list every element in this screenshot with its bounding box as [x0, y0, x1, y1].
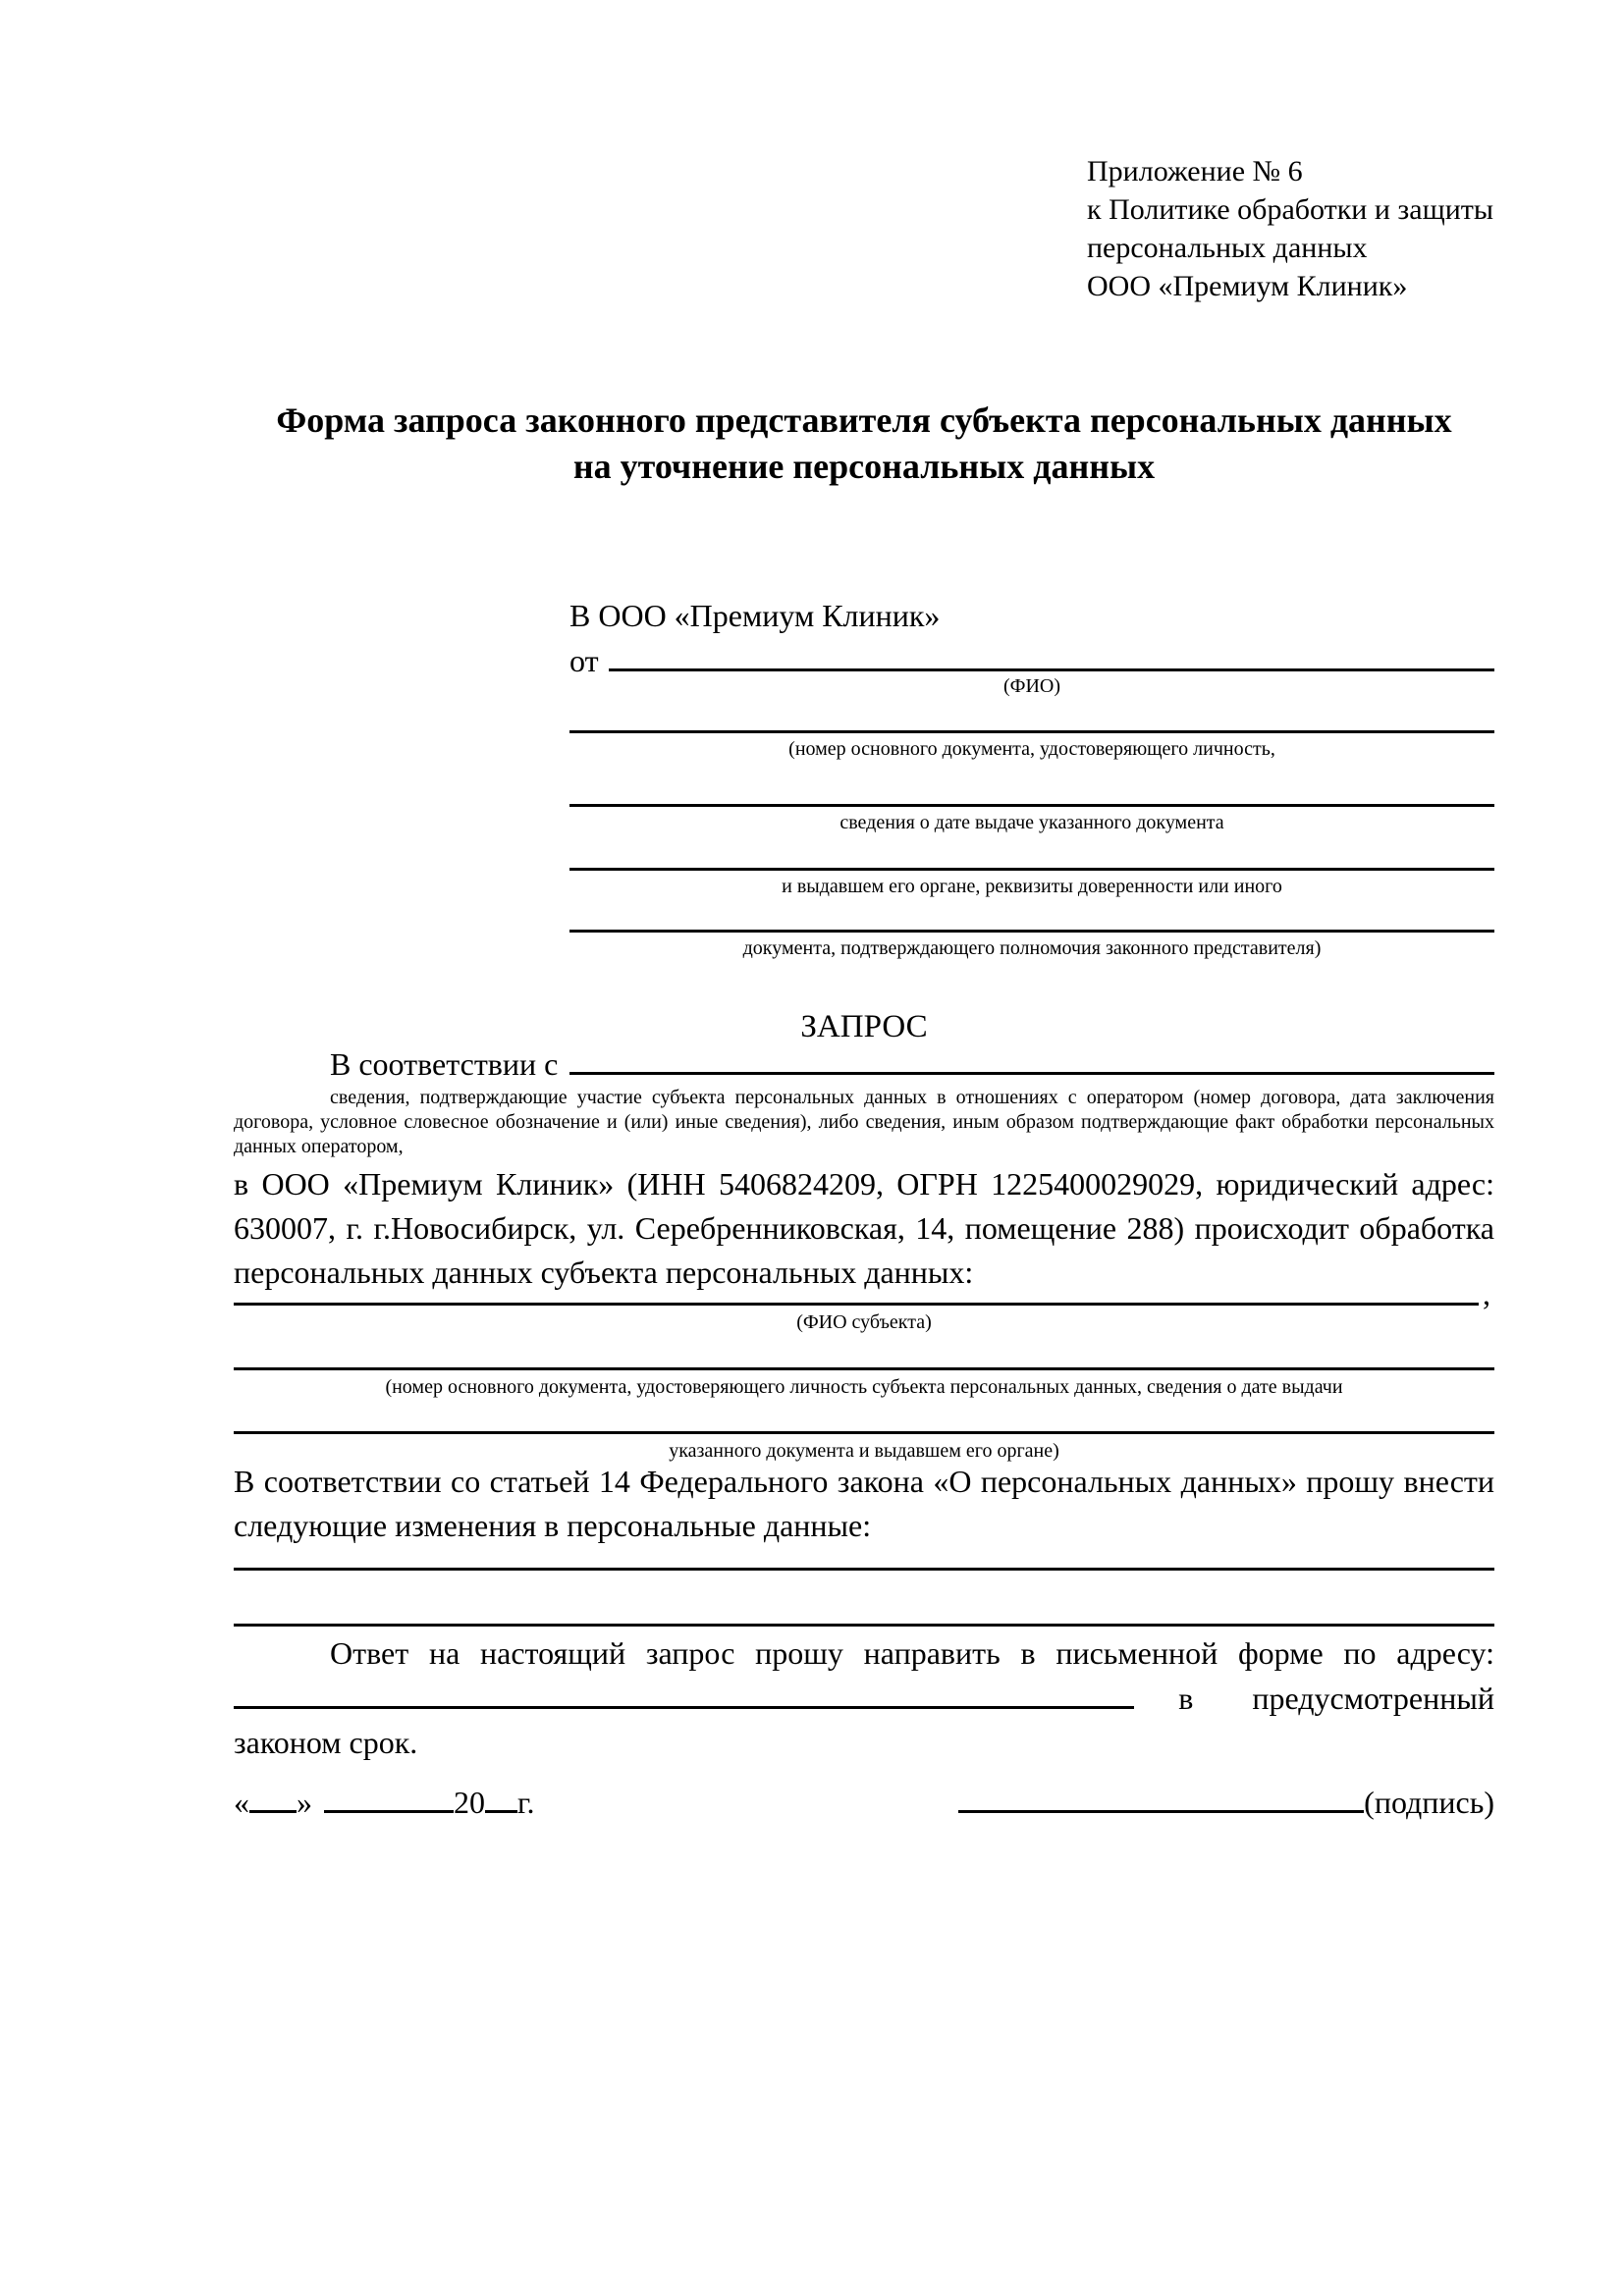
- quote-open: «: [234, 1785, 249, 1820]
- date-year-blank: [485, 1810, 517, 1813]
- from-blank-line: [609, 668, 1494, 671]
- answer-line2: [234, 1681, 1494, 1717]
- field-caption: указанного документа и выдавшем его органе): [669, 1440, 1059, 1462]
- law-paragraph: В соответствии со статьей 14 Федерального закона «О персональных данных» прошу внести следующие изменения в персональные данные:: [234, 1464, 1494, 1543]
- date-signature-row: [234, 1785, 1494, 1821]
- field-caption: сведения о дате выдаче указанного документа: [839, 812, 1224, 833]
- blank-field-line: [234, 1624, 1494, 1627]
- form-title-line1: Форма запроса законного представителя субъекта персональных данных: [276, 400, 1452, 440]
- field-caption: документа, подтверждающего полномочия законного представителя): [742, 937, 1322, 959]
- signature-blank-line: [958, 1810, 1364, 1813]
- field-caption: (номер основного документа, удостоверяющего личность,: [788, 738, 1275, 760]
- answer-line2-text: в предусмотренный: [1178, 1681, 1494, 1716]
- date-month-blank: [324, 1810, 454, 1813]
- quote-close: »: [297, 1785, 312, 1820]
- blank-field-line: [569, 730, 1494, 733]
- field-caption-fio: (ФИО): [1002, 675, 1060, 697]
- operator-paragraph: в ООО «Премиум Клиник» (ИНН 5406824209, ОГРН 1225400029029, юридический адрес: 630007, г. г.Новосибирск, ул. Серебренниковская, 14, помещение 288) происходит обработка персональных данных субъекта персональных данных:: [234, 1166, 1494, 1290]
- form-title: [234, 398, 1494, 490]
- blank-field-line: [234, 1303, 1479, 1306]
- appendix-header-line: Приложение № 6: [1087, 155, 1303, 187]
- signature-caption: (подпись): [1364, 1785, 1494, 1820]
- intro-prefix: В соответствии с: [330, 1046, 559, 1082]
- blank-field-line: [234, 1367, 1494, 1370]
- request-heading: ЗАПРОС: [800, 1009, 928, 1044]
- blank-field-line: [569, 930, 1494, 933]
- addressee-to-line: В ООО «Премиум Клиник»: [569, 598, 941, 633]
- date-day-blank: [249, 1810, 297, 1813]
- subject-line-comma: ,: [1483, 1276, 1490, 1311]
- blank-field-line: [234, 1568, 1494, 1571]
- year-prefix: 20: [454, 1785, 485, 1820]
- intro-row: [234, 1046, 1494, 1083]
- addressee-block: [569, 595, 1494, 681]
- field-caption: (номер основного документа, удостоверяющего личность субъекта персональных данных, сведения о дате выдачи: [385, 1376, 1343, 1398]
- appendix-header: [1087, 152, 1493, 305]
- blank-field-line: [234, 1431, 1494, 1434]
- field-caption: и выдавшем его органе, реквизиты доверенности или иного: [782, 876, 1282, 897]
- appendix-header-line: к Политике обработки и защиты: [1087, 193, 1494, 226]
- year-suffix: г.: [517, 1785, 535, 1820]
- intro-caption: сведения, подтверждающие участие субъекта персональных данных в отношениях с оператором (номер договора, дата заключения договора, условное словесное обозначение и (или) иные сведения), либо сведения, иным образом подтверждающие факт обработки персональных данных оператором,: [234, 1087, 1494, 1157]
- from-label: от: [569, 643, 599, 678]
- form-title-line2: на уточнение персональных данных: [572, 447, 1156, 486]
- blank-field-line: [569, 868, 1494, 871]
- appendix-header-line: персональных данных: [1087, 232, 1368, 264]
- intro-blank-line: [569, 1072, 1494, 1075]
- address-blank-line: [234, 1706, 1134, 1709]
- answer-line3: законом срок.: [234, 1725, 418, 1760]
- blank-field-line: [569, 804, 1494, 807]
- answer-line1: Ответ на настоящий запрос прошу направить в письменной форме по адресу:: [330, 1635, 1494, 1671]
- field-caption-subject-fio: (ФИО субъекта): [796, 1311, 932, 1333]
- appendix-header-line: ООО «Премиум Клиник»: [1087, 270, 1408, 302]
